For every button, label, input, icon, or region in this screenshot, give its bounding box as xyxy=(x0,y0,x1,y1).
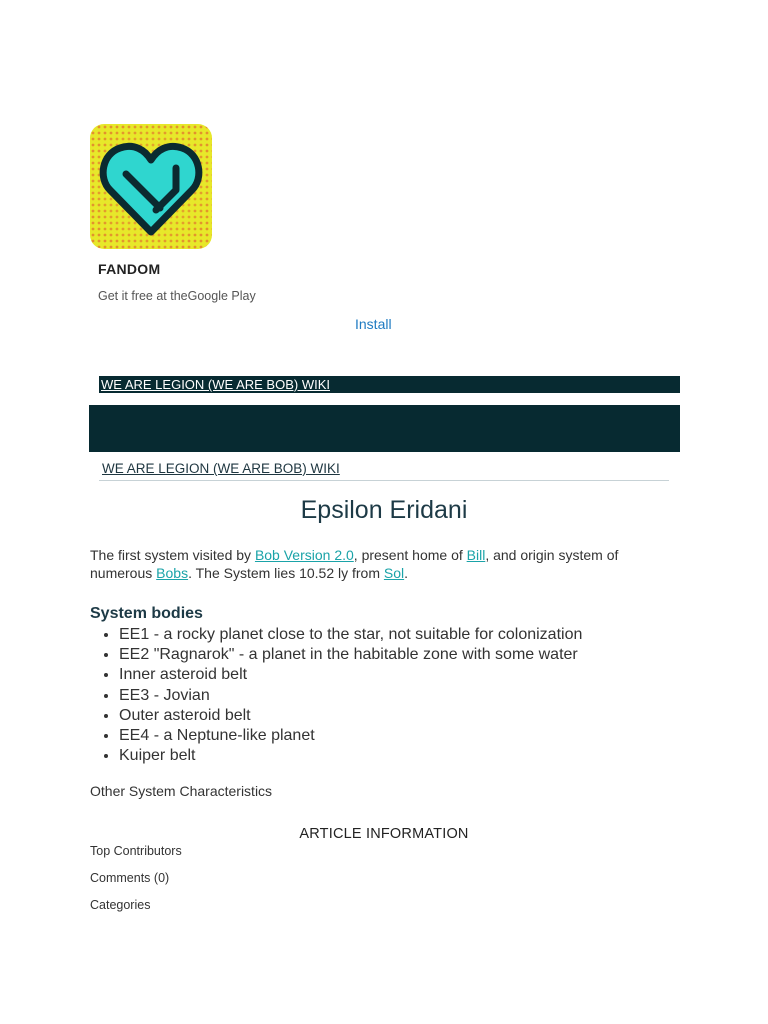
link-bobs[interactable]: Bobs xyxy=(156,565,189,581)
intro-text: . xyxy=(404,565,409,581)
system-bodies-list xyxy=(90,625,582,766)
comments-link[interactable]: Comments (0) xyxy=(90,871,170,885)
intro-text: , and origin system of numerous xyxy=(90,547,619,581)
article-information-heading: ARTICLE INFORMATION xyxy=(299,826,469,842)
list-item: • EE4 - a Neptune-like planet xyxy=(119,726,582,746)
wiki-header-bar xyxy=(99,376,680,393)
header-divider xyxy=(99,480,669,481)
fandom-heart-icon[interactable] xyxy=(90,124,212,249)
page-title: Epsilon Eridani xyxy=(300,496,468,524)
list-item: • Kuiper belt xyxy=(119,746,582,766)
article-intro xyxy=(90,546,680,582)
list-item: • EE1 - a rocky planet close to the star, not suitable for colonization xyxy=(119,625,582,645)
list-item: • Inner asteroid belt xyxy=(119,665,582,685)
intro-text: The first system visited by xyxy=(90,547,255,563)
wiki-name-link[interactable]: WE ARE LEGION (WE ARE BOB) WIKI xyxy=(102,461,340,476)
app-store-text: Get it free at theGoogle Play xyxy=(98,289,256,303)
app-name: FANDOM xyxy=(98,261,161,277)
list-item: • Outer asteroid belt xyxy=(119,706,582,726)
install-button[interactable]: Install xyxy=(355,316,392,332)
wiki-banner xyxy=(89,405,680,452)
wiki-name-link-top[interactable]: WE ARE LEGION (WE ARE BOB) WIKI xyxy=(101,377,330,392)
list-item: • EE2 "Ragnarok" - a planet in the habitable zone with some water xyxy=(119,645,582,665)
list-item: • EE3 - Jovian xyxy=(119,686,582,706)
link-sol[interactable]: Sol xyxy=(383,565,405,581)
top-contributors[interactable]: Top Contributors xyxy=(90,844,182,858)
link-bill[interactable]: Bill xyxy=(466,547,486,563)
categories-link[interactable]: Categories xyxy=(90,898,151,912)
intro-text: . The System lies 10.52 ly from xyxy=(188,565,384,581)
other-system-characteristics[interactable]: Other System Characteristics xyxy=(90,783,273,799)
section-heading-system-bodies: System bodies xyxy=(90,605,203,622)
link-bob-version-2[interactable]: Bob Version 2.0 xyxy=(254,547,354,563)
intro-text: , present home of xyxy=(353,547,467,563)
